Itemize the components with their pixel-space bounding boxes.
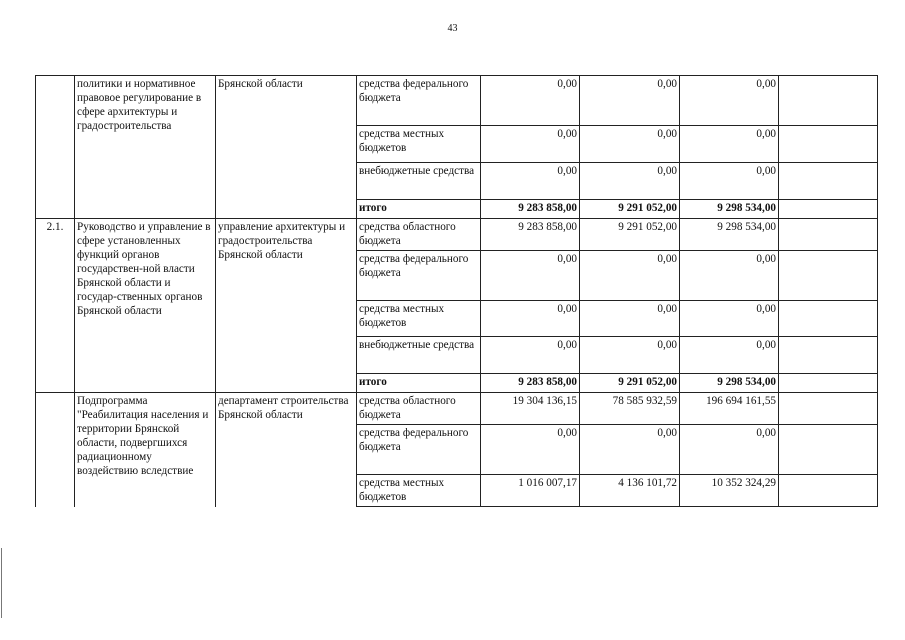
table-body: [36, 76, 878, 507]
funding-source: средства федерального бюджета: [357, 76, 481, 126]
empty-cell: [779, 393, 878, 425]
empty-cell: [779, 76, 878, 126]
amount-year-1: 9 283 858,00: [481, 219, 580, 251]
empty-cell: [779, 337, 878, 374]
amount-year-2: 78 585 932,59: [580, 393, 680, 425]
funding-source: средства местных бюджетов: [357, 475, 481, 507]
funding-source: итого: [357, 374, 481, 393]
amount-year-2: 0,00: [580, 163, 680, 200]
scan-mark: [1, 548, 2, 618]
amount-year-3: 10 352 324,29: [680, 475, 779, 507]
amount-year-2: 0,00: [580, 126, 680, 163]
empty-cell: [779, 200, 878, 219]
funding-source: средства областного бюджета: [357, 219, 481, 251]
empty-cell: [779, 219, 878, 251]
funding-source: средства областного бюджета: [357, 393, 481, 425]
amount-year-3: 9 298 534,00: [680, 219, 779, 251]
empty-cell: [779, 301, 878, 337]
funding-source: средства федерального бюджета: [357, 425, 481, 475]
table-row: [36, 76, 878, 126]
amount-year-3: 196 694 161,55: [680, 393, 779, 425]
amount-year-1: 0,00: [481, 76, 580, 126]
amount-year-1: 0,00: [481, 425, 580, 475]
activity-name: Подпрограмма "Реабилитация населения и территории Брянской области, подвергшихся радиационному воздействию вследствие: [75, 393, 216, 507]
executor-name: департамент строительства Брянской области: [216, 393, 357, 507]
budget-table: [35, 75, 878, 507]
amount-year-3: 9 298 534,00: [680, 200, 779, 219]
amount-year-1: 0,00: [481, 251, 580, 301]
empty-cell: [779, 374, 878, 393]
amount-year-2: 9 291 052,00: [580, 200, 680, 219]
empty-cell: [779, 425, 878, 475]
amount-year-2: 0,00: [580, 251, 680, 301]
amount-year-2: 9 291 052,00: [580, 219, 680, 251]
amount-year-2: 0,00: [580, 76, 680, 126]
activity-name: политики и нормативное правовое регулирование в сфере архитектуры и градостроительства: [75, 76, 216, 219]
amount-year-3: 0,00: [680, 76, 779, 126]
funding-source: итого: [357, 200, 481, 219]
amount-year-3: 0,00: [680, 126, 779, 163]
amount-year-1: 0,00: [481, 337, 580, 374]
empty-cell: [779, 475, 878, 507]
empty-cell: [779, 163, 878, 200]
amount-year-3: 9 298 534,00: [680, 374, 779, 393]
row-index: 2.1.: [36, 219, 75, 393]
amount-year-1: 1 016 007,17: [481, 475, 580, 507]
table-row: [36, 219, 878, 251]
activity-name: Руководство и управление в сфере установленных функций органов государствен-ной власти Брянской области и государ-ственных органов Брянской области: [75, 219, 216, 393]
amount-year-2: 0,00: [580, 425, 680, 475]
funding-source: средства федерального бюджета: [357, 251, 481, 301]
row-index: [36, 393, 75, 507]
executor-name: управление архитектуры и градостроительства Брянской области: [216, 219, 357, 393]
funding-source: внебюджетные средства: [357, 337, 481, 374]
funding-source: средства местных бюджетов: [357, 126, 481, 163]
row-index: [36, 76, 75, 219]
amount-year-3: 0,00: [680, 425, 779, 475]
executor-name: Брянской области: [216, 76, 357, 219]
empty-cell: [779, 126, 878, 163]
amount-year-1: 19 304 136,15: [481, 393, 580, 425]
amount-year-1: 9 283 858,00: [481, 374, 580, 393]
amount-year-2: 4 136 101,72: [580, 475, 680, 507]
amount-year-3: 0,00: [680, 251, 779, 301]
amount-year-1: 0,00: [481, 163, 580, 200]
amount-year-2: 9 291 052,00: [580, 374, 680, 393]
amount-year-1: 9 283 858,00: [481, 200, 580, 219]
table-row: [36, 393, 878, 425]
amount-year-3: 0,00: [680, 163, 779, 200]
amount-year-2: 0,00: [580, 301, 680, 337]
amount-year-2: 0,00: [580, 337, 680, 374]
page-number: 43: [447, 23, 458, 34]
funding-source: средства местных бюджетов: [357, 301, 481, 337]
amount-year-1: 0,00: [481, 126, 580, 163]
empty-cell: [779, 251, 878, 301]
funding-source: внебюджетные средства: [357, 163, 481, 200]
amount-year-1: 0,00: [481, 301, 580, 337]
amount-year-3: 0,00: [680, 301, 779, 337]
amount-year-3: 0,00: [680, 337, 779, 374]
